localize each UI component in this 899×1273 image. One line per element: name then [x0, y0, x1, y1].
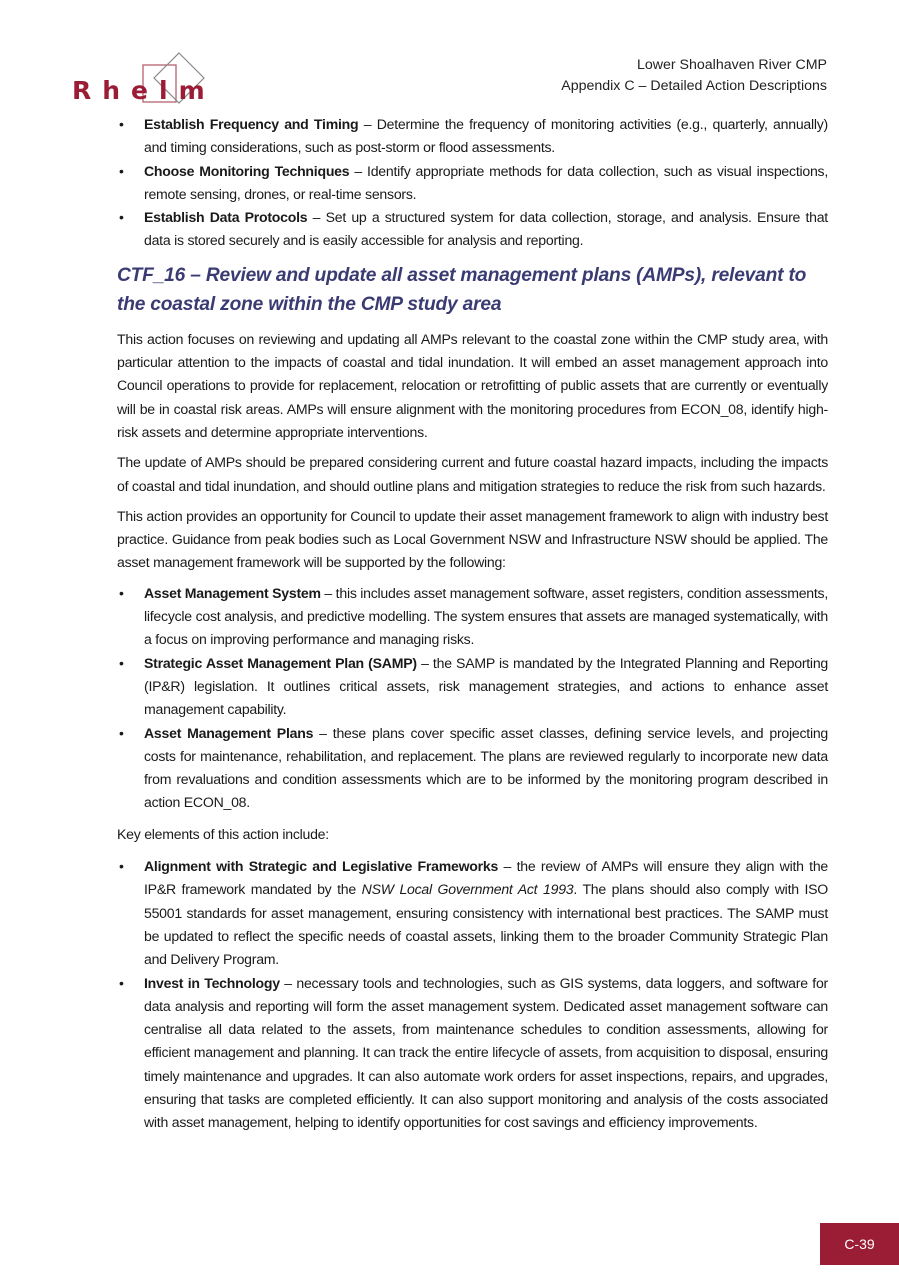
bullet-icon: • [119, 974, 124, 991]
list-item [117, 972, 828, 1135]
bullet-text: – these plans cover specific asset classes, defining service levels, and projecting costs for maintenance, rehabilitation, and replacement. The plans are reviewed regularly to incorporate new data from revaluations and condition assessments which are to be informed by the monitoring program described in action ECON_08. [144, 724, 829, 811]
bullet-icon: • [119, 724, 124, 741]
list-item [117, 855, 828, 971]
document-subtitle: Appendix C – Detailed Action Descriptions [561, 78, 827, 94]
list-item [117, 206, 828, 253]
bullet-text: – Set up a structured system for data collection, storage, and analysis. Ensure that data is stored securely and is easily accessible for analysis and reporting. [144, 209, 828, 249]
key-elements-list [117, 855, 828, 1135]
paragraph: The update of AMPs should be prepared considering current and future coastal hazard impacts, including the impacts of coastal and tidal inundation, and should outline plans and mitigation strategies to reduce the risk from such hazards. [117, 454, 828, 494]
paragraph: This action focuses on reviewing and updating all AMPs relevant to the coastal zone within the CMP study area, with particular attention to the impacts of coastal and tidal inundation. It will embed an asset management approach into Council operations to provide for replacement, relocation or retrofitting of public assets that are currently or eventually will be in coastal risk areas. AMPs will ensure alignment with the monitoring procedures from ECON_08, identify high-risk assets and determine appropriate interventions. [117, 330, 828, 440]
document-title: Lower Shoalhaven River CMP [636, 57, 827, 73]
list-item [117, 652, 828, 722]
bullet-title: Invest in Technology [144, 974, 280, 991]
framework-list [117, 582, 828, 815]
act-citation: NSW Local Government Act 1993 [361, 881, 574, 898]
rhelm-logo [72, 50, 232, 106]
page-number: C-39 [844, 1236, 875, 1252]
list-item [117, 722, 828, 815]
bullet-icon: • [119, 162, 124, 179]
page-body [117, 113, 828, 1143]
running-header [561, 55, 827, 97]
bullet-icon: • [119, 654, 124, 671]
paragraph: This action provides an opportunity for Council to update their asset management framework to align with industry best practice. Guidance from peak bodies such as Local Government NSW and Infrastructure NSW should be applied. The asset management framework will be supported by the following: [117, 507, 828, 571]
bullet-icon: • [119, 584, 124, 601]
section-heading: CTF_16 – Review and update all asset management plans (AMPs), relevant to the coastal zone within the CMP study area [117, 264, 807, 315]
bullet-text: – the SAMP is mandated by the Integrated Planning and Reporting (IP&R) legislation. It outlines critical assets, risk management strategies, and actions to enhance asset management capability. [144, 654, 828, 718]
bullet-text: – this includes asset management software, asset registers, condition assessments, lifecycle cost analysis, and predictive modelling. The system ensures that assets are managed systematically, with a focus on improving performance and managing risks. [144, 584, 829, 648]
monitoring-steps-list [117, 113, 828, 253]
page-number-badge [820, 1223, 899, 1265]
bullet-text: – Identify appropriate methods for data collection, such as visual inspections, remote sensing, drones, or real-time sensors. [144, 162, 829, 202]
list-item [117, 160, 828, 207]
bullet-icon: • [119, 209, 124, 226]
bullet-text: – the review of AMPs will ensure they align with the IP&R framework mandated by the [144, 858, 828, 898]
bullet-title: Establish Frequency and Timing [144, 116, 359, 132]
bullet-title: Choose Monitoring Techniques [144, 162, 350, 179]
logo-wordmark: Rhelm [72, 76, 216, 105]
bullet-title: Alignment with Strategic and Legislative Frameworks [144, 858, 499, 875]
list-item [117, 582, 828, 652]
bullet-icon: • [119, 116, 124, 132]
list-item [117, 113, 828, 160]
bullet-title: Asset Management Plans [144, 724, 314, 741]
bullet-title: Strategic Asset Management Plan (SAMP) [144, 654, 417, 671]
bullet-title: Asset Management System [144, 584, 321, 601]
key-elements-intro: Key elements of this action include: [117, 825, 329, 842]
bullet-title: Establish Data Protocols [144, 209, 308, 226]
bullet-text: . The plans should also comply with ISO 55001 standards for asset management, ensuring consistency with international best practices. The SAMP must be updated to reflect the specific needs of coastal assets, linking them to the broader Community Strategic Plan and Delivery Program. [144, 881, 829, 968]
bullet-icon: • [119, 858, 124, 875]
bullet-text: – Determine the frequency of monitoring activities (e.g., quarterly, annually) and timing considerations, such as post-storm or flood assessments. [144, 116, 828, 156]
bullet-text: – necessary tools and technologies, such as GIS systems, data loggers, and software for data analysis and reporting will form the asset management system. Dedicated asset management software can centralise all data related to the assets, from maintenance schedules to condition assessments, allowing for efficient management and planning. It can track the entire lifecycle of assets, from acquisition to disposal, ensuring timely maintenance and upgrades. It can also automate work orders for asset inspections, repairs, and upgrades, ensuring that tasks are completed efficiently. It can also support monitoring and analysis of the costs associated with asset management, helping to identify opportunities for cost savings and efficiency improvements. [144, 974, 828, 1131]
